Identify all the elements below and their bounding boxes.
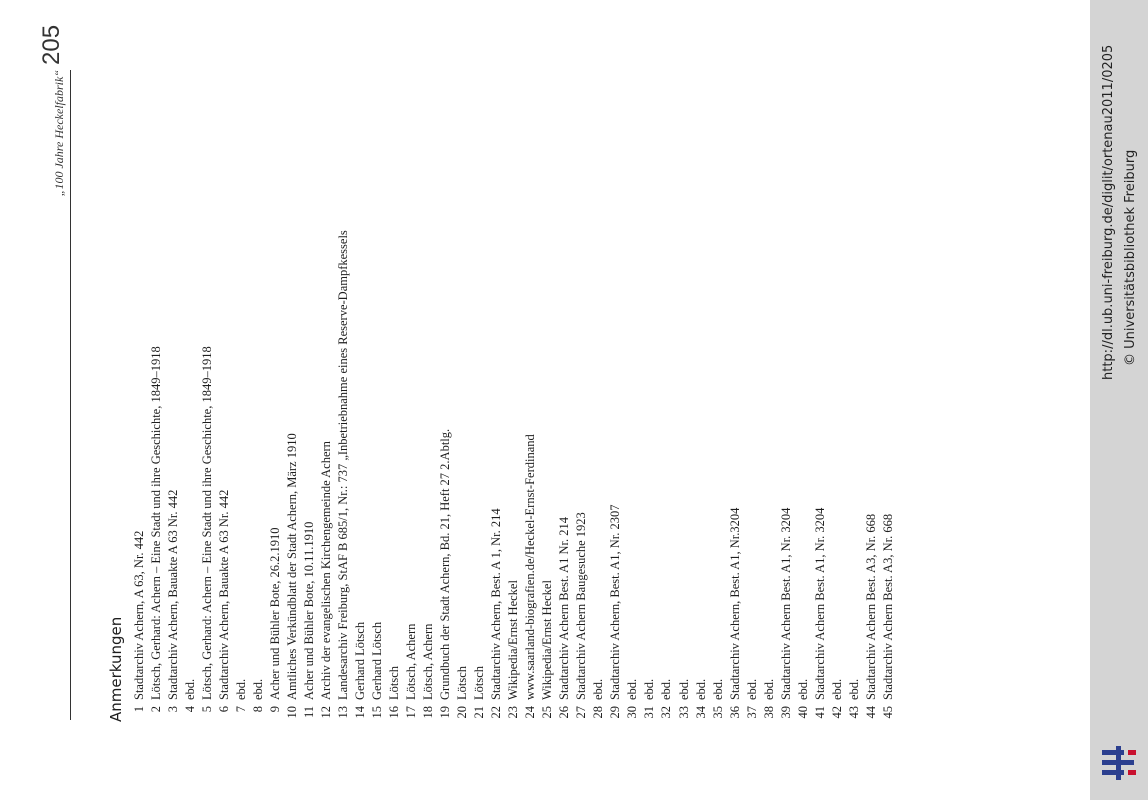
note-number: 13 (336, 706, 351, 719)
note-item (658, 2, 675, 722)
note-text: Stadtarchiv Achern, A 63, Nr. 442 (132, 530, 146, 700)
running-title: „100 Jahre Heckelfabrik“ (52, 70, 66, 197)
note-text: Stadtarchiv Achern Baugesuche 1923 (574, 512, 589, 700)
note-item (352, 2, 369, 722)
note-number: 15 (370, 706, 385, 719)
notes-list (131, 2, 897, 722)
note-text: ebd. (251, 678, 266, 700)
note-text: ebd. (659, 678, 674, 700)
note-number: 20 (455, 706, 470, 719)
note-text: Lötsch, Gerhard: Achern – Eine Stadt und ihre Geschichte, 1849–1918 (200, 346, 215, 700)
note-number: 21 (472, 706, 487, 719)
note-text: Landesarchiv Freiburg, StAF B 685/1, Nr.: 737 „Inbetriebnahme eines Reserve-Dampfkessels (336, 230, 351, 700)
notes-heading: Anmerkungen (107, 616, 125, 722)
logo-red-bar-bottom (1128, 770, 1136, 775)
note-number: 38 (761, 706, 776, 719)
note-text: ebd. (642, 678, 657, 700)
note-number: 44 (863, 706, 878, 719)
note-text: Stadtarchiv Achern, Best. A1, Nr. 2307 (608, 504, 623, 700)
note-text: Wikipedia/Ernst Heckel (506, 580, 521, 700)
note-text: Stadtarchiv Achern, Best. A 1, Nr. 214 (489, 508, 504, 700)
note-item (641, 2, 658, 722)
note-number: 5 (200, 706, 215, 713)
note-text: Gerhard Lötsch (353, 621, 368, 700)
note-number: 4 (183, 706, 198, 713)
note-text: Stadtarchiv Achern, Bauakte A 63 Nr. 442 (166, 489, 181, 700)
note-item (233, 2, 250, 722)
note-text: ebd. (234, 678, 249, 700)
note-item (880, 2, 897, 722)
note-number: 30 (625, 706, 640, 719)
note-number: 22 (489, 706, 504, 719)
note-number: 26 (557, 706, 572, 719)
note-number: 41 (812, 706, 827, 719)
note-item (795, 2, 812, 722)
note-number: 19 (438, 706, 453, 719)
note-number: 28 (591, 706, 606, 719)
note-text: Gerhard Lötsch (370, 621, 385, 700)
logo-red-bar-top (1128, 750, 1136, 755)
note-item (182, 2, 199, 722)
note-text: Lötsch, Gerhard: Achern – Eine Stadt und ihre Geschichte, 1849–1918 (149, 346, 164, 700)
note-item (369, 2, 386, 722)
note-number: 31 (642, 706, 657, 719)
note-number: 11 (302, 706, 317, 719)
note-text: Stadtarchiv Achern Best. A3, Nr. 668 (863, 513, 878, 700)
note-item (693, 2, 710, 722)
note-item (267, 2, 284, 722)
note-item (250, 2, 267, 722)
note-number: 7 (234, 706, 249, 713)
note-number: 14 (353, 706, 368, 719)
note-text: ebd. (744, 678, 759, 700)
note-text: Lötsch, Achern (404, 623, 419, 700)
note-number: 32 (659, 706, 674, 719)
note-item (505, 2, 522, 722)
note-text: Lötsch (387, 665, 402, 700)
note-item (556, 2, 573, 722)
note-item (420, 2, 437, 722)
note-text: ebd. (846, 678, 861, 700)
note-text: Acher und Bühler Bote, 26.2.1910 (268, 527, 283, 700)
note-number: 39 (778, 706, 793, 719)
note-item (165, 2, 182, 722)
note-item (778, 2, 795, 722)
copyright-notice: © Universitätsbibliothek Freiburg (1123, 149, 1138, 366)
note-number: 6 (217, 706, 232, 713)
sidebar-rotated-content (1090, 0, 1148, 800)
note-item (216, 2, 233, 722)
note-item (131, 2, 148, 722)
viewer-sidebar (1090, 0, 1148, 800)
note-item (573, 2, 590, 722)
note-item (148, 2, 165, 722)
note-number: 29 (608, 706, 623, 719)
note-item (624, 2, 641, 722)
note-text: Acher und Bühler Bote, 10.11.1910 (302, 521, 317, 700)
note-number: 17 (404, 706, 419, 719)
note-item (761, 2, 778, 722)
note-number: 12 (319, 706, 334, 719)
note-item (403, 2, 420, 722)
note-number: 9 (268, 706, 283, 713)
note-item (437, 2, 454, 722)
page-number: 205 (38, 24, 65, 65)
note-text: ebd. (829, 678, 844, 700)
note-text: Stadtarchiv Achern Best. A1, Nr. 3204 (778, 507, 793, 700)
note-text: ebd. (761, 678, 776, 700)
note-number: 25 (540, 706, 555, 719)
note-item (846, 2, 863, 722)
note-item (318, 2, 335, 722)
logo-blue-stem (1116, 746, 1121, 780)
note-number: 8 (251, 706, 266, 713)
note-number: 2 (149, 706, 164, 713)
note-item (829, 2, 846, 722)
note-item (386, 2, 403, 722)
note-text: Archiv der evangelischen Kirchengemeinde Achern (319, 441, 334, 700)
note-text: Stadtarchiv Achern, Bauakte A 63 Nr. 442 (217, 489, 232, 700)
note-number: 33 (676, 706, 691, 719)
note-item (744, 2, 761, 722)
note-number: 24 (523, 706, 538, 719)
note-item (727, 2, 744, 722)
note-text: ebd. (676, 678, 691, 700)
note-number: 23 (506, 706, 521, 719)
note-item (488, 2, 505, 722)
note-item (301, 2, 318, 722)
note-text: Stadtarchiv Achern Best. A3, Nr. 668 (880, 513, 895, 700)
note-item (676, 2, 693, 722)
note-item (454, 2, 471, 722)
note-item (607, 2, 624, 722)
note-text: ebd. (625, 678, 640, 700)
note-number: 35 (710, 706, 725, 719)
note-text: Amtliches Verkündblatt der Stadt Achern, März 1910 (285, 433, 300, 700)
note-text: ebd. (710, 678, 725, 700)
note-number: 18 (421, 706, 436, 719)
note-item (710, 2, 727, 722)
note-number: 43 (846, 706, 861, 719)
note-text: ebd. (183, 678, 198, 700)
note-text: Lötsch (455, 665, 470, 700)
note-text: Lötsch (472, 665, 487, 700)
note-number: 3 (166, 706, 181, 713)
note-number: 16 (387, 706, 402, 719)
note-item (199, 2, 216, 722)
note-number: 10 (285, 706, 300, 719)
note-text: Stadtarchiv Achern Best. A1, Nr. 3204 (812, 507, 827, 700)
note-number: 37 (744, 706, 759, 719)
note-item (471, 2, 488, 722)
note-text: ebd. (591, 678, 606, 700)
note-text: Stadtarchiv Achern Best. A1 Nr. 214 (557, 517, 572, 700)
note-item (335, 2, 352, 722)
note-text: Lötsch, Achern (421, 623, 436, 700)
note-item (284, 2, 301, 722)
note-text: www.saarland-biografien.de/Heckel-Ernst-Ferdinand (523, 434, 538, 700)
note-text: Stadtarchiv Achern, Best. A1, Nr.3204 (727, 507, 742, 700)
note-number: 45 (880, 706, 895, 719)
note-text: ebd. (693, 678, 708, 700)
note-number: 27 (574, 706, 589, 719)
note-number: 40 (795, 706, 810, 719)
note-item (522, 2, 539, 722)
source-url-link[interactable]: http://dl.ub.uni-freiburg.de/diglit/ortenau2011/0205 (1101, 44, 1116, 380)
header-rule (70, 70, 71, 720)
note-number: 34 (693, 706, 708, 719)
note-number: 36 (727, 706, 742, 719)
note-item (863, 2, 880, 722)
note-item (812, 2, 829, 722)
ub-freiburg-logo-icon[interactable] (1096, 744, 1142, 784)
note-text: Wikipedia/Ernst Heckel (540, 580, 555, 700)
note-number: 1 (132, 706, 146, 713)
note-text: ebd. (795, 678, 810, 700)
note-item (590, 2, 607, 722)
note-number: 42 (829, 706, 844, 719)
note-item (539, 2, 556, 722)
note-text: Grundbuch der Stadt Achern, Bd. 21, Heft 27 2.Abtlg. (438, 428, 453, 700)
